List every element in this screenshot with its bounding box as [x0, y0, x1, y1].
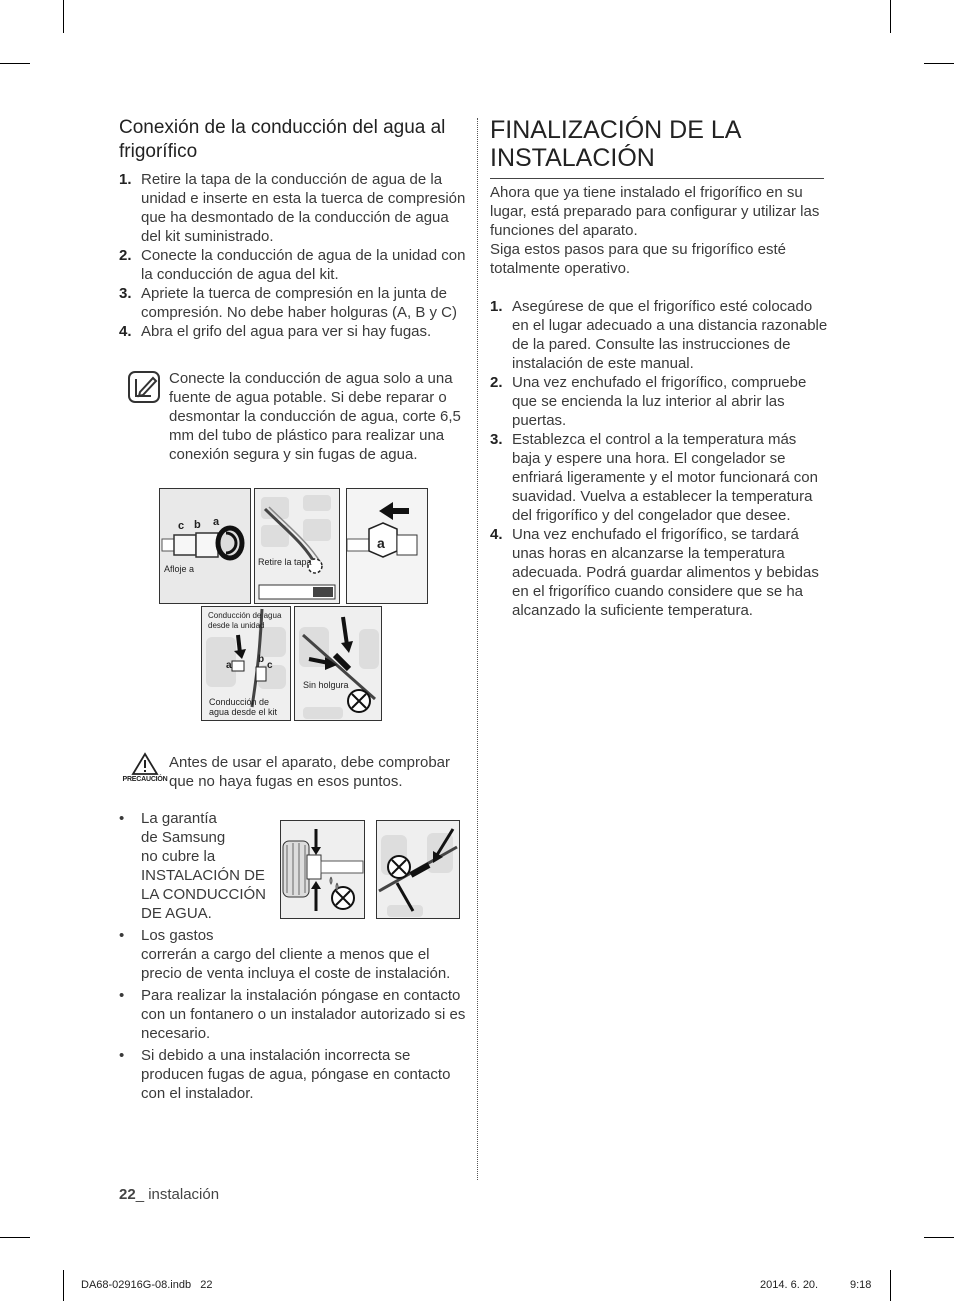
figure-leak-connection [376, 820, 460, 919]
list-item [490, 297, 828, 373]
bullet-text-line: LA CONDUCCIÓN [141, 886, 267, 903]
bullet-text-line: de Samsung [141, 829, 226, 846]
intro-paragraph: Siga estos pasos para que su frigorífico esté totalmente operativo. [490, 241, 787, 277]
note-text: Conecte la conducción de agua solo a una fuente de agua potable. Si debe reparar o desmontar la conducción de agua, corte 6,5 mm del tubo de plástico para realizar una conexión segura y sin fugas de agua. [169, 370, 461, 463]
bullet-text-line: DE AGUA. [141, 905, 212, 922]
page-section: _ instalación [135, 1186, 220, 1203]
page-number: 22 [119, 1186, 136, 1203]
connection-steps [119, 170, 467, 341]
step-number: 4. [119, 323, 132, 340]
column-divider [477, 118, 478, 1180]
step-text: Conecte la conducción de agua de la unidad con la conducción de agua del kit. [141, 247, 466, 283]
crop-mark [890, 1270, 891, 1301]
list-item [490, 373, 828, 430]
step-number: 2. [119, 247, 132, 264]
step-number: 2. [490, 374, 503, 391]
figure-label: a [213, 516, 220, 528]
list-item: • La garantía de Samsung no cubre la INSTALACIÓN DE LA CONDUCCIÓN DE AGUA. [119, 809, 281, 923]
finalization-steps [490, 297, 828, 620]
figure-label: Retire la tapa [258, 557, 312, 567]
figure-label: Sin holgura [303, 680, 349, 690]
list-item [119, 246, 467, 284]
bullet-text-line: Los gastos [141, 927, 214, 944]
list-item [490, 430, 828, 525]
step-text: Asegúrese de que el frigorífico esté colocado en el lugar adecuado a una distancia razonable de la pared. Consulte las instrucciones de instalación de este manual. [512, 298, 828, 372]
intro-text [490, 183, 828, 278]
list-item [119, 284, 467, 322]
bullet-text-line: INSTALACIÓN DE [141, 867, 265, 884]
list-item [490, 525, 828, 620]
crop-mark [890, 0, 891, 33]
figure-label: b [258, 654, 265, 665]
figure-connect-lines [201, 606, 291, 721]
note-icon [127, 370, 161, 404]
figure-label: c [267, 660, 273, 671]
figure-label: Afloje a [164, 564, 195, 574]
step-number: 3. [490, 431, 503, 448]
print-time: 9:18 [850, 1279, 872, 1291]
figure-label: Conducción de agua desde la unidad [208, 611, 282, 630]
step-number: 4. [490, 526, 503, 543]
crop-mark [924, 63, 954, 64]
figure-no-gap [294, 606, 382, 721]
list-item: • Para realizar la instalación póngase en contacto con un fontanero o un instalador autorizado si es necesario. [119, 987, 466, 1042]
crop-mark [63, 0, 64, 33]
figure-insert-nut [346, 488, 428, 604]
step-text: Una vez enchufado el frigorífico, compruebe que se encienda la luz interior al abrir las puertas. [512, 374, 807, 429]
print-date: 2014. 6. 20. [760, 1279, 819, 1291]
figure-label: a [377, 535, 385, 551]
figure-label: b [194, 519, 201, 531]
crop-mark [924, 1237, 954, 1238]
intro-paragraph: Ahora que ya tiene instalado el frigorífico en su lugar, está preparado para configurar y utilizar las funciones del aparato. [490, 184, 820, 239]
list-item [119, 322, 467, 341]
page-footer [119, 1186, 219, 1203]
caution-text: Antes de usar el aparato, debe comprobar que no haya fugas en esos puntos. [169, 754, 451, 790]
print-file-name: DA68-02916G-08.indb 22 [81, 1279, 213, 1291]
list-item [119, 170, 467, 246]
figure-label: Conducción de agua desde el kit [209, 697, 278, 717]
step-text: Apriete la tuerca de compresión en la junta de compresión. No debe haber holguras (A, B y C) [141, 285, 457, 321]
figure-leak-nut [280, 820, 365, 919]
step-text: Retire la tapa de la conducción de agua de la unidad e inserte en esta la tuerca de compresión que ha desmontado de la conducción de agua del kit suministrado. [141, 171, 466, 245]
bullet-text-line: correrán a cargo del cliente a menos que el precio de venta incluya el coste de instalación. [141, 946, 451, 982]
list-item: • Si debido a una instalación incorrecta se producen fugas de agua, póngase en contacto con el instalador. [119, 1047, 451, 1102]
bullet-text: Para realizar la instalación póngase en contacto con un fontanero o un instalador autorizado si es necesario. [141, 987, 466, 1042]
caution-label: PRECAUCIÓN [122, 776, 168, 783]
crop-mark [0, 1237, 30, 1238]
section-heading: Conexión de la conducción del agua al frigorífico [119, 117, 446, 162]
figure-label: c [178, 520, 185, 532]
step-number: 1. [119, 171, 132, 188]
step-text: Abra el grifo del agua para ver si hay fugas. [141, 323, 432, 340]
bullet-text-line: no cubre la [141, 848, 216, 865]
step-number: 3. [119, 285, 132, 302]
figure-label: a [226, 660, 232, 671]
figure-remove-cap [254, 488, 340, 604]
figure-loosen-nut [159, 488, 251, 604]
step-number: 1. [490, 298, 503, 315]
page-title: FINALIZACIÓN DE LA INSTALACIÓN [490, 116, 824, 179]
caution-icon [130, 752, 160, 778]
step-text: Establezca el control a la temperatura más baja y espere una hora. El congelador se enfriará ligeramente y el motor funcionará con suavidad. Vuelva a establecer la temperatura del frigorífico y del congelador que desee. [512, 431, 818, 524]
step-text: Una vez enchufado el frigorífico, se tardará unas horas en alcanzarse la temperatura adecuada. Podrá guardar alimentos y bebidas en el frigorífico cuando considere que se ha alcanzado la suficiente temperatura. [512, 526, 819, 619]
bullet-text: Si debido a una instalación incorrecta se producen fugas de agua, póngase en contacto con el instalador. [141, 1047, 451, 1102]
list-item: • Los gastos correrán a cargo del cliente a menos que el precio de venta incluya el coste de instalación. [119, 926, 463, 983]
crop-mark [63, 1270, 64, 1301]
bullet-text-line: La garantía [141, 810, 217, 827]
crop-mark [0, 63, 30, 64]
